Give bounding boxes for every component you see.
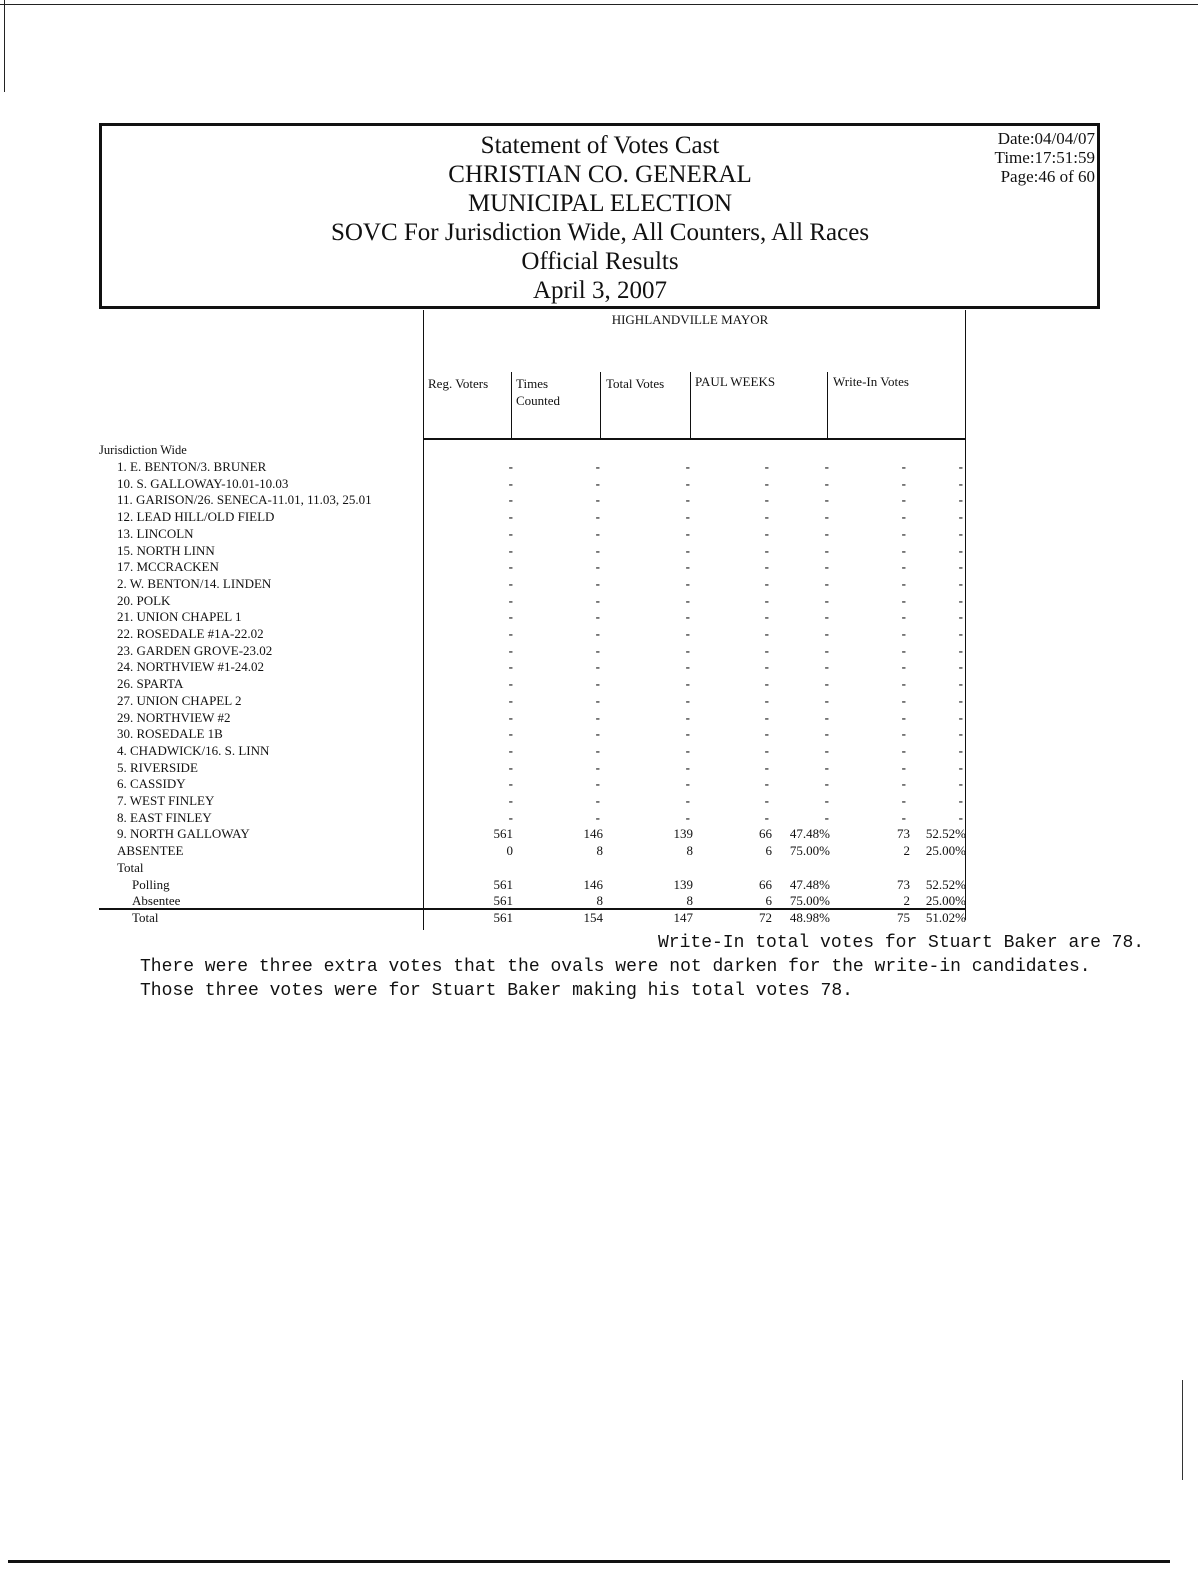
empty-cell: - bbox=[595, 575, 600, 591]
empty-cell: - bbox=[764, 759, 769, 775]
row-label: Total bbox=[132, 909, 159, 925]
reg-voters-value: 0 bbox=[506, 843, 513, 859]
title-line: CHRISTIAN CO. GENERAL bbox=[448, 161, 752, 188]
empty-cell: - bbox=[901, 709, 906, 725]
write-in-votes-value: 75 bbox=[897, 909, 910, 925]
empty-cell: - bbox=[508, 475, 513, 491]
empty-cell: - bbox=[958, 509, 963, 525]
empty-cell: - bbox=[958, 575, 963, 591]
report-meta bbox=[995, 129, 1095, 186]
empty-cell: - bbox=[901, 642, 906, 658]
column-header-candidate: PAUL WEEKS bbox=[695, 374, 776, 389]
empty-cell: - bbox=[595, 692, 600, 708]
empty-cell: - bbox=[508, 659, 513, 675]
column-header-write-in: Write-In Votes bbox=[833, 374, 909, 389]
empty-cell: - bbox=[824, 692, 829, 708]
empty-cell: - bbox=[824, 626, 829, 641]
empty-cell: - bbox=[595, 642, 600, 658]
total-votes-value: 8 bbox=[686, 893, 693, 909]
precinct-label: 6. CASSIDY bbox=[117, 776, 186, 792]
report-header bbox=[99, 123, 1100, 309]
empty-cell: - bbox=[958, 609, 963, 625]
empty-cell: - bbox=[764, 642, 769, 658]
table-left-border bbox=[423, 310, 424, 440]
empty-cell: - bbox=[901, 542, 906, 558]
candidate-votes-value: 66 bbox=[759, 826, 772, 842]
empty-cell: - bbox=[824, 642, 829, 658]
precinct-label: 24. NORTHVIEW #1-24.02 bbox=[117, 659, 265, 675]
note-line: There were three extra votes that the ovals were not darken for the write-in candidates. bbox=[140, 957, 1091, 977]
empty-cell: - bbox=[824, 525, 829, 541]
empty-cell: - bbox=[958, 475, 963, 491]
reg-voters-value: 561 bbox=[493, 826, 513, 842]
times-counted-value: 8 bbox=[596, 893, 603, 909]
precinct-label: 12. LEAD HILL/OLD FIELD bbox=[117, 509, 275, 525]
scan-edge-top bbox=[0, 4, 1198, 5]
report-page: Page:46 of 60 bbox=[1000, 167, 1095, 186]
candidate-pct-value: 75.00% bbox=[789, 893, 830, 909]
candidate-votes-value: 6 bbox=[765, 893, 772, 909]
empty-cell: - bbox=[764, 609, 769, 625]
precinct-label: 8. EAST FINLEY bbox=[117, 809, 212, 825]
empty-cell: - bbox=[901, 659, 906, 675]
empty-cell: - bbox=[508, 759, 513, 775]
empty-cell: - bbox=[685, 742, 690, 758]
empty-cell: - bbox=[824, 459, 829, 474]
empty-cell: - bbox=[764, 542, 769, 558]
reg-voters-value: 561 bbox=[493, 909, 513, 925]
empty-cell: - bbox=[764, 726, 769, 742]
empty-cell: - bbox=[824, 793, 829, 808]
candidate-pct-value: 48.98% bbox=[789, 909, 830, 925]
empty-cell: - bbox=[764, 525, 769, 541]
empty-cell: - bbox=[685, 609, 690, 625]
empty-cell: - bbox=[595, 542, 600, 558]
column-divider bbox=[827, 372, 828, 438]
empty-cell: - bbox=[901, 759, 906, 775]
empty-cell: - bbox=[685, 626, 690, 641]
empty-cell: - bbox=[958, 759, 963, 775]
write-in-pct-value: 25.00% bbox=[925, 893, 966, 909]
empty-cell: - bbox=[685, 776, 690, 792]
empty-cell: - bbox=[901, 793, 906, 808]
empty-cell: - bbox=[508, 626, 513, 641]
empty-cell: - bbox=[508, 609, 513, 625]
empty-cell: - bbox=[901, 726, 906, 742]
write-in-votes-value: 2 bbox=[903, 843, 910, 859]
empty-cell: - bbox=[685, 659, 690, 675]
empty-cell: - bbox=[901, 609, 906, 625]
empty-cell: - bbox=[595, 809, 600, 825]
empty-cell: - bbox=[508, 542, 513, 558]
empty-cell: - bbox=[685, 709, 690, 725]
total-votes-value: 139 bbox=[673, 826, 693, 842]
column-header-reg-voters: Reg. Voters bbox=[428, 376, 489, 391]
empty-cell: - bbox=[595, 559, 600, 575]
empty-cell: - bbox=[824, 659, 829, 675]
precinct-label: 17. MCCRACKEN bbox=[117, 559, 219, 575]
candidate-votes-value: 6 bbox=[765, 843, 772, 859]
section-label: Jurisdiction Wide bbox=[99, 443, 187, 457]
empty-cell: - bbox=[901, 492, 906, 508]
empty-cell: - bbox=[901, 692, 906, 708]
empty-cell: - bbox=[764, 492, 769, 508]
note-line: Those three votes were for Stuart Baker making his total votes 78. bbox=[140, 981, 853, 1001]
empty-cell: - bbox=[901, 676, 906, 692]
empty-cell: - bbox=[824, 809, 829, 825]
precinct-label: 29. NORTHVIEW #2 bbox=[117, 709, 231, 725]
empty-cell: - bbox=[764, 475, 769, 491]
empty-cell: - bbox=[508, 726, 513, 742]
empty-cell: - bbox=[958, 492, 963, 508]
empty-cell: - bbox=[901, 592, 906, 608]
write-in-pct-value: 51.02% bbox=[925, 909, 966, 925]
times-counted-value: 154 bbox=[583, 909, 603, 925]
title-line: SOVC For Jurisdiction Wide, All Counters, All Races bbox=[330, 219, 870, 246]
precinct-label: 26. SPARTA bbox=[117, 676, 184, 692]
empty-cell: - bbox=[901, 575, 906, 591]
column-header-times-line2: Counted bbox=[516, 393, 561, 408]
write-in-pct-value: 52.52% bbox=[925, 876, 966, 892]
empty-cell: - bbox=[595, 759, 600, 775]
write-in-votes-value: 2 bbox=[903, 893, 910, 909]
empty-cell: - bbox=[595, 659, 600, 675]
empty-cell: - bbox=[508, 692, 513, 708]
empty-cell: - bbox=[824, 676, 829, 692]
precinct-label: 1. E. BENTON/3. BRUNER bbox=[117, 459, 267, 474]
empty-cell: - bbox=[508, 809, 513, 825]
empty-cell: - bbox=[595, 609, 600, 625]
empty-cell: - bbox=[764, 809, 769, 825]
header-underline bbox=[423, 438, 966, 440]
empty-cell: - bbox=[824, 759, 829, 775]
empty-cell: - bbox=[764, 575, 769, 591]
empty-cell: - bbox=[958, 592, 963, 608]
candidate-pct-value: 47.48% bbox=[789, 826, 830, 842]
empty-cell: - bbox=[958, 525, 963, 541]
empty-cell: - bbox=[685, 793, 690, 808]
empty-cell: - bbox=[508, 709, 513, 725]
empty-cell: - bbox=[595, 592, 600, 608]
precinct-label: 23. GARDEN GROVE-23.02 bbox=[117, 642, 273, 658]
empty-cell: - bbox=[685, 592, 690, 608]
reg-voters-value: 561 bbox=[493, 876, 513, 892]
precinct-label: 10. S. GALLOWAY-10.01-10.03 bbox=[117, 475, 289, 491]
empty-cell: - bbox=[958, 726, 963, 742]
empty-cell: - bbox=[685, 759, 690, 775]
precinct-label: 30. ROSEDALE 1B bbox=[117, 726, 223, 742]
column-divider bbox=[690, 372, 691, 438]
empty-cell: - bbox=[595, 676, 600, 692]
precinct-label: 22. ROSEDALE #1A-22.02 bbox=[117, 626, 264, 641]
empty-cell: - bbox=[595, 776, 600, 792]
write-in-pct-value: 25.00% bbox=[925, 843, 966, 859]
total-votes-value: 8 bbox=[686, 843, 693, 859]
empty-cell: - bbox=[958, 659, 963, 675]
empty-cell: - bbox=[508, 793, 513, 808]
scan-edge-left bbox=[4, 0, 5, 92]
write-in-votes-value: 73 bbox=[897, 876, 910, 892]
empty-cell: - bbox=[595, 793, 600, 808]
empty-cell: - bbox=[508, 492, 513, 508]
empty-cell: - bbox=[901, 525, 906, 541]
empty-cell: - bbox=[958, 692, 963, 708]
empty-cell: - bbox=[508, 676, 513, 692]
times-counted-value: 146 bbox=[583, 826, 603, 842]
report-title bbox=[302, 131, 898, 305]
write-in-votes-value: 73 bbox=[897, 826, 910, 842]
times-counted-value: 8 bbox=[596, 843, 603, 859]
empty-cell: - bbox=[764, 459, 769, 474]
empty-cell: - bbox=[685, 509, 690, 525]
empty-cell: - bbox=[508, 575, 513, 591]
empty-cell: - bbox=[958, 559, 963, 575]
empty-cell: - bbox=[764, 676, 769, 692]
empty-cell: - bbox=[958, 709, 963, 725]
empty-cell: - bbox=[958, 459, 963, 474]
precinct-label: 21. UNION CHAPEL 1 bbox=[117, 609, 242, 625]
empty-cell: - bbox=[901, 459, 906, 474]
report-date: Date:04/04/07 bbox=[997, 129, 1095, 148]
empty-cell: - bbox=[508, 559, 513, 575]
empty-cell: - bbox=[764, 742, 769, 758]
title-line: Statement of Votes Cast bbox=[480, 132, 720, 159]
write-in-pct-value: 52.52% bbox=[925, 826, 966, 842]
row-label: ABSENTEE bbox=[117, 843, 184, 859]
empty-cell: - bbox=[685, 475, 690, 491]
empty-cell: - bbox=[958, 809, 963, 825]
empty-cell: - bbox=[901, 776, 906, 792]
empty-cell: - bbox=[901, 475, 906, 491]
empty-cell: - bbox=[685, 525, 690, 541]
precinct-label: 15. NORTH LINN bbox=[117, 542, 215, 558]
precinct-label: 7. WEST FINLEY bbox=[117, 793, 215, 808]
row-label: 9. NORTH GALLOWAY bbox=[117, 826, 250, 842]
empty-cell: - bbox=[824, 475, 829, 491]
empty-cell: - bbox=[685, 676, 690, 692]
empty-cell: - bbox=[824, 575, 829, 591]
precinct-label: 5. RIVERSIDE bbox=[117, 759, 198, 775]
empty-cell: - bbox=[764, 509, 769, 525]
total-votes-value: 139 bbox=[673, 876, 693, 892]
candidate-pct-value: 47.48% bbox=[789, 876, 830, 892]
empty-cell: - bbox=[685, 692, 690, 708]
empty-cell: - bbox=[901, 742, 906, 758]
empty-cell: - bbox=[958, 776, 963, 792]
empty-cell: - bbox=[764, 659, 769, 675]
empty-cell: - bbox=[595, 709, 600, 725]
precinct-label: 20. POLK bbox=[117, 592, 171, 608]
title-line: April 3, 2007 bbox=[532, 277, 668, 304]
empty-cell: - bbox=[508, 509, 513, 525]
empty-cell: - bbox=[958, 676, 963, 692]
title-line: MUNICIPAL ELECTION bbox=[467, 190, 733, 217]
column-header-times-line1: Times bbox=[516, 376, 549, 391]
empty-cell: - bbox=[508, 525, 513, 541]
race-title: HIGHLANDVILLE MAYOR bbox=[611, 312, 769, 327]
totals-section-label: Total bbox=[117, 859, 144, 875]
empty-cell: - bbox=[595, 492, 600, 508]
column-header-times-counted bbox=[516, 375, 560, 409]
reg-voters-value: 561 bbox=[493, 893, 513, 909]
empty-cell: - bbox=[508, 642, 513, 658]
empty-cell: - bbox=[685, 575, 690, 591]
empty-cell: - bbox=[824, 742, 829, 758]
empty-cell: - bbox=[824, 542, 829, 558]
row-label: Polling bbox=[132, 876, 170, 892]
precinct-label: 27. UNION CHAPEL 2 bbox=[117, 692, 242, 708]
empty-cell: - bbox=[901, 809, 906, 825]
title-line: Official Results bbox=[521, 248, 679, 275]
empty-cell: - bbox=[685, 459, 690, 474]
times-counted-value: 146 bbox=[583, 876, 603, 892]
empty-cell: - bbox=[958, 626, 963, 641]
empty-cell: - bbox=[685, 492, 690, 508]
empty-cell: - bbox=[508, 459, 513, 474]
empty-cell: - bbox=[901, 626, 906, 641]
empty-cell: - bbox=[824, 509, 829, 525]
empty-cell: - bbox=[595, 475, 600, 491]
empty-cell: - bbox=[958, 742, 963, 758]
empty-cell: - bbox=[764, 559, 769, 575]
empty-cell: - bbox=[508, 742, 513, 758]
note-line: Write-In total votes for Stuart Baker are 78. bbox=[658, 933, 1145, 953]
empty-cell: - bbox=[764, 592, 769, 608]
empty-cell: - bbox=[685, 542, 690, 558]
empty-cell: - bbox=[595, 626, 600, 641]
empty-cell: - bbox=[824, 726, 829, 742]
precinct-label: 11. GARISON/26. SENECA-11.01, 11.03, 25.01 bbox=[117, 492, 372, 508]
row-label: Absentee bbox=[132, 893, 181, 909]
empty-cell: - bbox=[764, 626, 769, 641]
table-body-left-border bbox=[423, 440, 424, 930]
empty-cell: - bbox=[508, 592, 513, 608]
empty-cell: - bbox=[824, 592, 829, 608]
empty-cell: - bbox=[595, 525, 600, 541]
empty-cell: - bbox=[824, 492, 829, 508]
scan-edge-right bbox=[1182, 1380, 1183, 1480]
empty-cell: - bbox=[595, 726, 600, 742]
empty-cell: - bbox=[958, 793, 963, 808]
candidate-votes-value: 72 bbox=[759, 909, 772, 925]
precinct-label: 4. CHADWICK/16. S. LINN bbox=[117, 742, 270, 758]
column-divider bbox=[600, 372, 601, 438]
empty-cell: - bbox=[685, 809, 690, 825]
column-divider bbox=[511, 372, 512, 438]
candidate-votes-value: 66 bbox=[759, 876, 772, 892]
empty-cell: - bbox=[824, 609, 829, 625]
report-time: Time:17:51:59 bbox=[994, 148, 1095, 167]
empty-cell: - bbox=[764, 776, 769, 792]
empty-cell: - bbox=[764, 692, 769, 708]
column-header-total-votes: Total Votes bbox=[606, 376, 665, 391]
empty-cell: - bbox=[901, 509, 906, 525]
empty-cell: - bbox=[595, 742, 600, 758]
empty-cell: - bbox=[958, 542, 963, 558]
empty-cell: - bbox=[764, 709, 769, 725]
empty-cell: - bbox=[508, 776, 513, 792]
precinct-label: 13. LINCOLN bbox=[117, 525, 194, 541]
empty-cell: - bbox=[685, 726, 690, 742]
scan-edge-bottom bbox=[8, 1560, 1170, 1563]
empty-cell: - bbox=[958, 642, 963, 658]
table-right-border bbox=[965, 310, 966, 440]
total-votes-value: 147 bbox=[673, 909, 693, 925]
empty-cell: - bbox=[824, 559, 829, 575]
empty-cell: - bbox=[685, 642, 690, 658]
empty-cell: - bbox=[595, 459, 600, 474]
empty-cell: - bbox=[824, 709, 829, 725]
empty-cell: - bbox=[685, 559, 690, 575]
empty-cell: - bbox=[764, 793, 769, 808]
empty-cell: - bbox=[595, 509, 600, 525]
empty-cell: - bbox=[901, 559, 906, 575]
empty-cell: - bbox=[824, 776, 829, 792]
precinct-label: 2. W. BENTON/14. LINDEN bbox=[117, 575, 272, 591]
candidate-pct-value: 75.00% bbox=[789, 843, 830, 859]
